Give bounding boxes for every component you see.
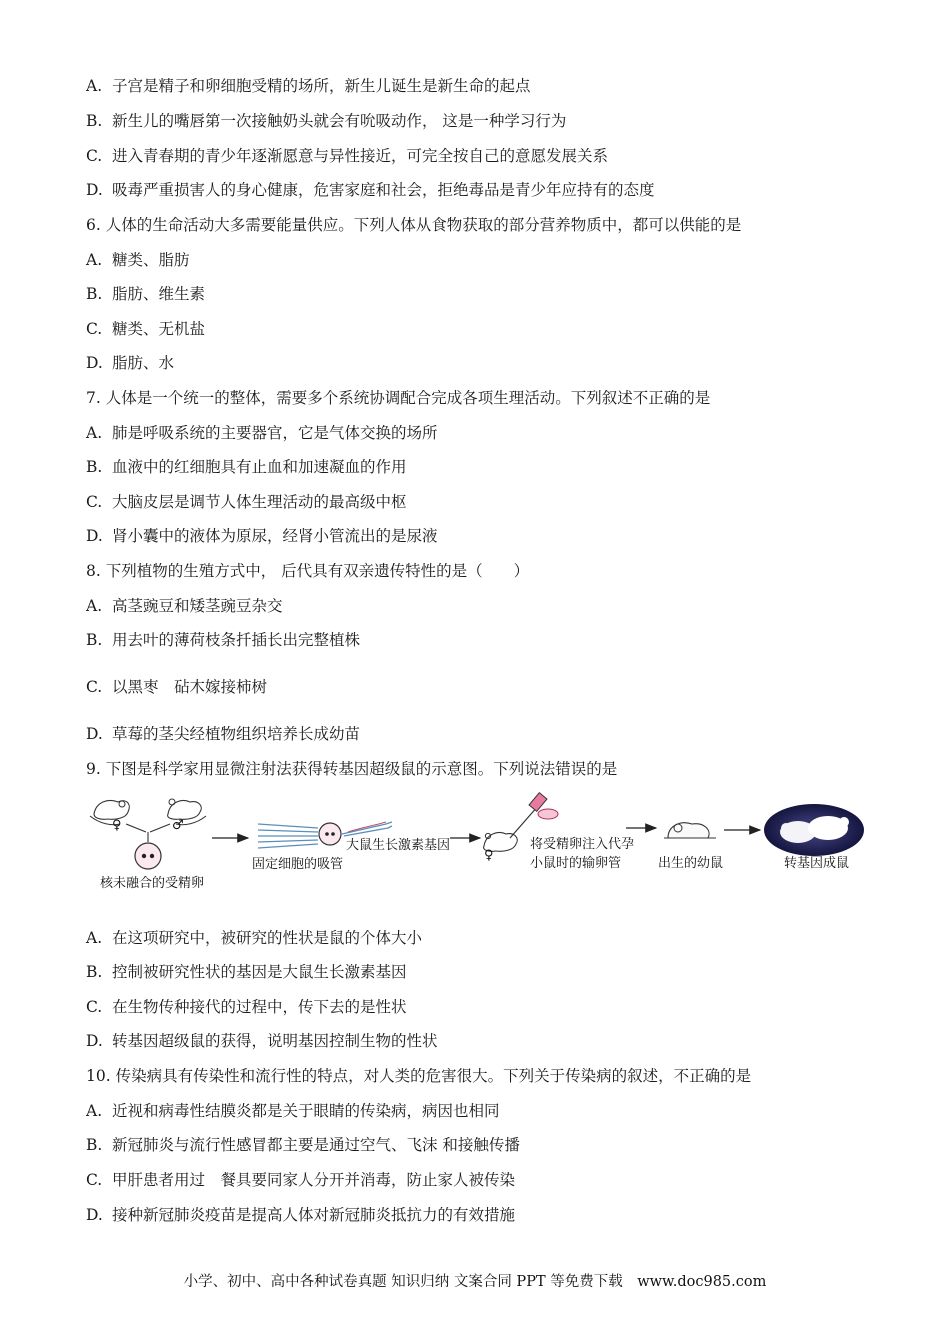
q10-option-a: A. 近视和病毒性结膜炎都是关于眼睛的传染病，病因也相同	[86, 1102, 500, 1120]
q7-stem: 7. 人体是一个统一的整体，需要多个系统协调配合完成各项生理活动。下列叙述不正确的是	[86, 389, 711, 407]
label-holding-pipette: 固定细胞的吸管	[252, 857, 344, 872]
q9-stem: 9. 下图是科学家用显微注射法获得转基因超级鼠的示意图。下列说法错误的是	[86, 760, 618, 778]
male-symbol: ♂	[172, 818, 184, 833]
label-baby-mouse: 出生的幼鼠	[658, 856, 724, 871]
label-fertilized-egg: 核未融合的受精卵	[100, 876, 205, 891]
label-inject-line-1: 将受精卵注入代孕	[530, 837, 635, 852]
q5-option-b: B. 新生儿的嘴唇第一次接触奶头就会有吮吸动作， 这是一种学习行为	[86, 112, 567, 130]
fertilized-egg-icon	[135, 843, 161, 869]
q10-stem: 10. 传染病具有传染性和流行性的特点，对人类的危害很大。下列关于传染病的叙述，不正确的是	[86, 1067, 752, 1085]
q7-option-d: D. 肾小囊中的液体为原尿，经肾小管流出的是尿液	[86, 527, 438, 545]
page-footer: 小学、初中、高中各种试卷真题 知识归纳 文案合同 PPT 等免费下载 www.doc985.com	[183, 1274, 767, 1290]
q6-option-b: B. 脂肪、维生素	[86, 285, 206, 303]
female-symbol-surrogate: ♀	[484, 848, 494, 863]
transgenic-adult-mice-icon	[764, 804, 864, 856]
q6-option-c: C. 糖类、无机盐	[86, 320, 206, 338]
syringe-icon	[510, 793, 558, 838]
q9-option-b: B. 控制被研究性状的基因是大鼠生长激素基因	[86, 963, 407, 981]
q10-option-b: B. 新冠肺炎与流行性感冒都主要是通过空气、飞沫 和接触传播	[86, 1136, 520, 1154]
q7-option-a: A. 肺是呼吸系统的主要器官，它是气体交换的场所	[86, 424, 438, 442]
label-adult-mouse: 转基因成鼠	[784, 856, 850, 871]
q6-stem: 6. 人体的生命活动大多需要能量供应。下列人体从食物获取的部分营养物质中，都可以供能的是	[86, 216, 742, 234]
q8-stem: 8. 下列植物的生殖方式中， 后代具有双亲遗传特性的是（ ）	[86, 562, 530, 580]
q8-option-c: C. 以黑枣 砧木嫁接柿树	[86, 678, 268, 696]
diagram-graphics	[86, 786, 876, 896]
label-inject-line-2: 小鼠时的输卵管	[530, 856, 622, 871]
q5-option-c: C. 进入青春期的青少年逐渐愿意与异性接近，可完全按自己的意愿发展关系	[86, 147, 609, 165]
holding-pipette-icon	[258, 824, 318, 848]
q9-option-a: A. 在这项研究中，被研究的性状是鼠的个体大小	[86, 929, 423, 947]
female-symbol: ♀	[112, 818, 122, 833]
q7-option-c: C. 大脑皮层是调节人体生理活动的最高级中枢	[86, 493, 407, 511]
q8-option-b: B. 用去叶的薄荷枝条扦插长出完整植株	[86, 631, 361, 649]
q7-option-b: B. 血液中的红细胞具有止血和加速凝血的作用	[86, 458, 407, 476]
q10-option-c: C. 甲肝患者用过 餐具要同家人分开并消毒，防止家人被传染	[86, 1171, 516, 1189]
transgenic-mouse-diagram	[86, 786, 876, 896]
q6-option-d: D. 脂肪、水	[86, 354, 175, 372]
egg-on-pipette-icon	[319, 823, 341, 845]
q6-option-a: A. 糖类、脂肪	[86, 251, 190, 269]
q9-option-d: D. 转基因超级鼠的获得，说明基因控制生物的性状	[86, 1032, 438, 1050]
female-mouse-icon	[90, 801, 129, 825]
q9-option-c: C. 在生物传种接代的过程中，传下去的是性状	[86, 998, 407, 1016]
q5-option-d: D. 吸毒严重损害人的身心健康，危害家庭和社会，拒绝毒品是青少年应持有的态度	[86, 181, 655, 199]
label-growth-hormone-gene: 大鼠生长激素基因	[346, 838, 451, 853]
q8-option-d: D. 草莓的茎尖经植物组织培养长成幼苗	[86, 725, 361, 743]
q10-option-d: D. 接种新冠肺炎疫苗是提高人体对新冠肺炎抵抗力的有效措施	[86, 1206, 516, 1224]
baby-mouse-icon	[664, 823, 716, 838]
q8-option-a: A. 高茎豌豆和矮茎豌豆杂交	[86, 597, 283, 615]
q5-option-a: A. 子宫是精子和卵细胞受精的场所，新生儿诞生是新生命的起点	[86, 77, 531, 95]
